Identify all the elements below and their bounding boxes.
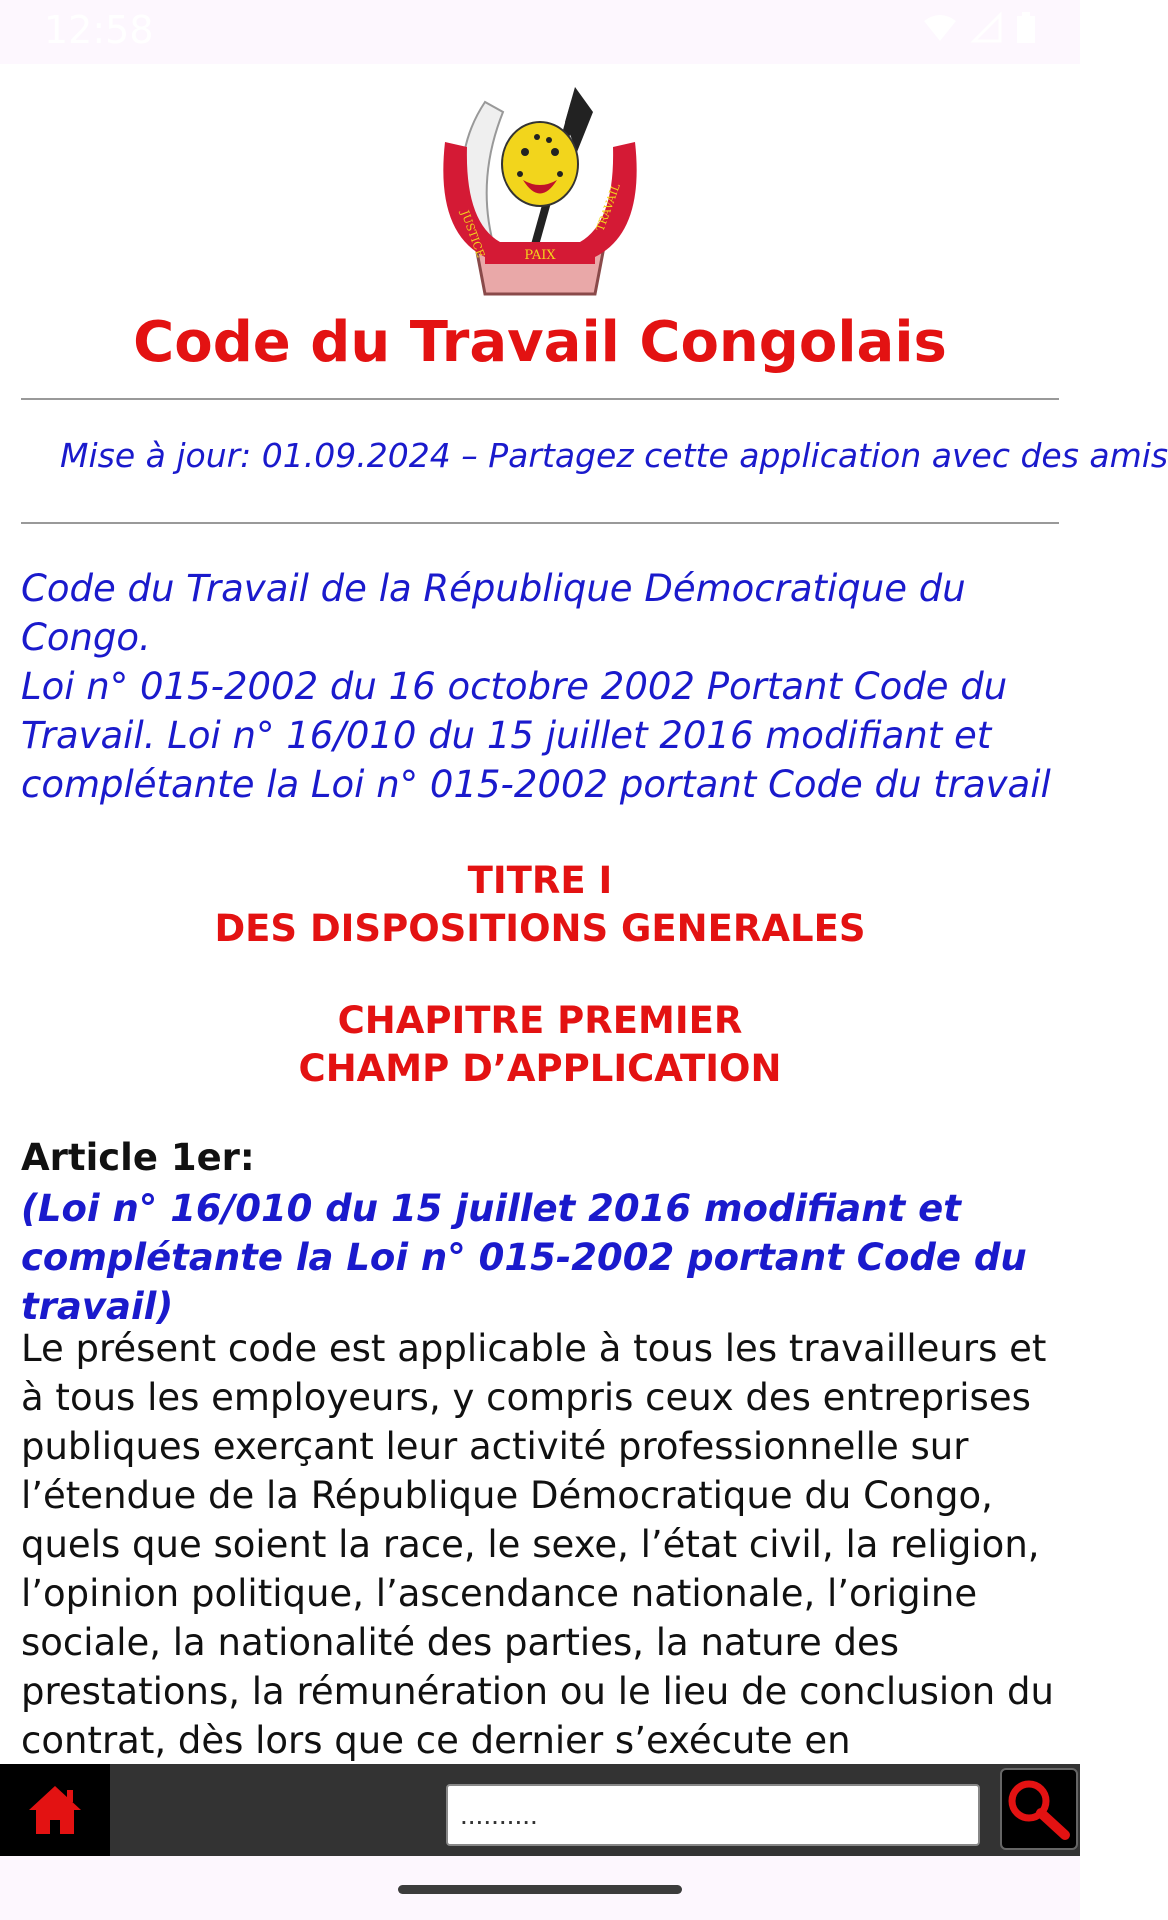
intro-line-2: Loi n° 015-2002 du 16 octobre 2002 Portant Code du Travail. Loi n° 16/010 du 15 juillet 2016 modifiant et complétante la Loi n° 015-2002 portant Code du travail xyxy=(21,665,1051,806)
status-icons xyxy=(922,12,1036,44)
emblem-text-travail: TRAVAIL xyxy=(593,181,623,234)
article-body: Le présent code est applicable à tous les travailleurs et à tous les employeurs, y compris ceux des entreprises publiques exerçant leur activité professionnelle sur l’étendue de la République Démocratique du Congo, quels que soient la race, le sexe, l’état civil, la religion, l’opinion politique, l’ascendance nationale, l’origine sociale, la nationalité des parties, la nature des prestations, la rémunération ou le lieu de conclusion du contrat, dès lors que ce dernier s’exécute en xyxy=(21,1327,1054,1762)
signal-icon xyxy=(972,13,1002,43)
app-title: Code du Travail Congolais xyxy=(133,310,947,375)
intro-line-1: Code du Travail de la République Démocratique du Congo. xyxy=(21,567,966,659)
search-button[interactable] xyxy=(1000,1768,1078,1850)
content-area[interactable] xyxy=(0,64,1168,1764)
home-icon xyxy=(25,1782,85,1838)
chapitre-name: CHAMP D’APPLICATION xyxy=(298,1047,782,1090)
battery-icon xyxy=(1016,12,1036,44)
status-bar xyxy=(0,0,1080,64)
home-button[interactable] xyxy=(0,1764,110,1856)
coat-of-arms-emblem xyxy=(425,82,655,302)
intro-text xyxy=(21,564,1061,809)
emblem-text-justice: JUSTICE xyxy=(458,208,488,260)
bottom-toolbar xyxy=(0,1764,1080,1856)
status-time: 12:58 xyxy=(44,8,154,52)
titre-heading: TITRE I xyxy=(467,859,613,902)
titre-name: DES DISPOSITIONS GENERALES xyxy=(214,907,866,950)
search-icon xyxy=(1005,1777,1073,1841)
article-reference: (Loi n° 16/010 du 15 juillet 2016 modifiant et complétante la Loi n° 015-2002 portant Code du travail) xyxy=(21,1187,1027,1328)
divider-bottom xyxy=(21,522,1059,524)
home-gesture-handle[interactable] xyxy=(398,1885,682,1894)
divider-top xyxy=(21,398,1059,400)
navigation-bar xyxy=(0,1856,1080,1920)
wifi-icon xyxy=(922,13,958,43)
search-input[interactable] xyxy=(446,1784,980,1846)
emblem-text-paix: PAIX xyxy=(524,248,556,263)
chapitre-heading: CHAPITRE PREMIER xyxy=(337,999,743,1042)
update-marquee: Mise à jour: 01.09.2024 – Partagez cette application avec des amis xyxy=(60,436,1168,475)
article-title: Article 1er: xyxy=(21,1136,255,1179)
